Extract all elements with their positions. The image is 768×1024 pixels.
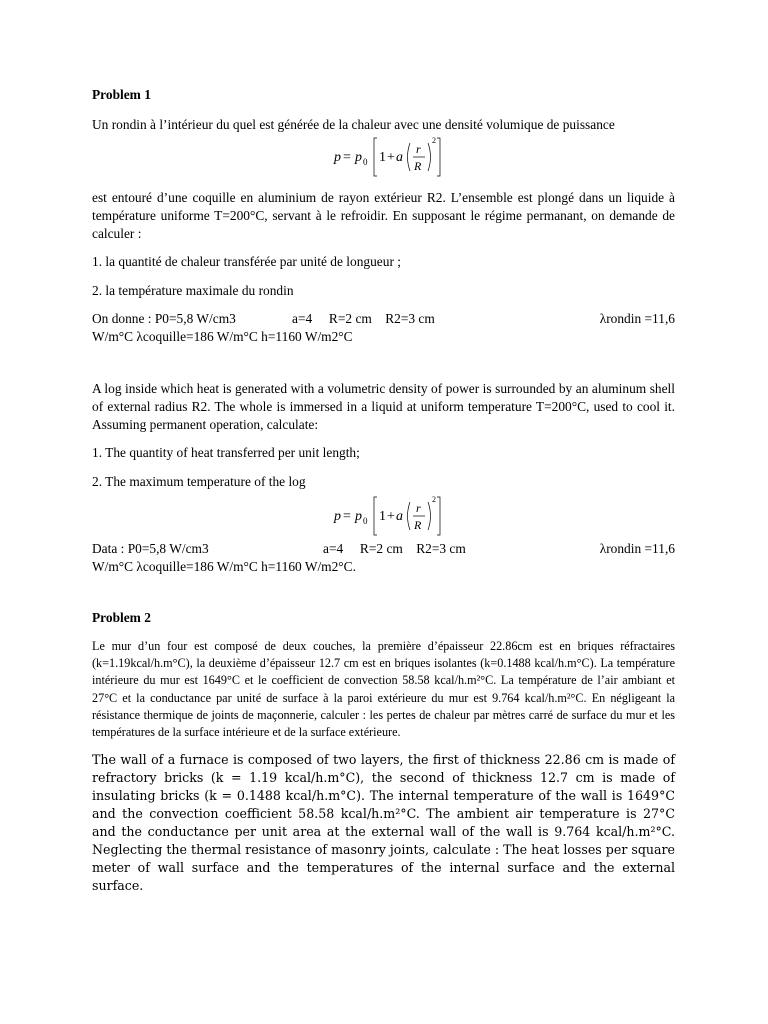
- formula-p: p: [354, 150, 362, 165]
- formula-one: 1: [378, 509, 386, 524]
- problem1-en-q2: 2. The maximum temperature of the log: [92, 474, 306, 489]
- problem1-en-q1: 1. The quantity of heat transferred per unit length;: [92, 445, 360, 460]
- formula-exp: 2: [431, 136, 436, 145]
- formula-left-paren: [407, 143, 410, 171]
- formula-sub: 0: [362, 157, 367, 167]
- formula-fr-svg: [334, 134, 454, 178]
- problem1-en-data-row: [92, 540, 675, 558]
- formula-right-paren: [428, 143, 431, 171]
- formula-right-bracket: [437, 138, 440, 176]
- problem1-en-body: A log inside which heat is generated with a volumetric density of power is surrounded by an aluminum shell of external radius R2. The whole is immersed in a liquid at uniform temperature T=200°C, used to cool it. Assuming permanent operation, calculate:: [92, 381, 675, 432]
- formula-r: r: [415, 142, 421, 156]
- formula-a: a: [395, 509, 403, 524]
- formula-left-paren: [407, 502, 410, 530]
- formula-en-svg: [334, 493, 454, 537]
- formula-one: 1: [378, 150, 386, 165]
- formula-plus: +: [386, 509, 395, 524]
- formula-r: r: [415, 501, 421, 515]
- problem1-fr-data-row: [92, 310, 675, 328]
- problem1-en-data-line2: W/m°C λcoquille=186 W/m°C h=1160 W/m2°C.: [92, 559, 356, 574]
- formula-lhs: p: [333, 509, 341, 524]
- formula-plus: +: [386, 150, 395, 165]
- formula-a: a: [395, 150, 403, 165]
- en-data-dims: a=4 R=2 cm R2=3 cm: [323, 541, 466, 556]
- problem2-fr-body: Le mur d’un four est composé de deux couches, la première d’épaisseur 22.86cm est en briques réfractaires (k=1.19kcal/h.m°C), la deuxième d’épaisseur 12.7 cm est en briques isolantes (k=0.1488 kcal/h.m°C). La température intérieure du mur est 1649°C et le coefficient de convection 58.58 kcal/h.m²°C. La température de l’air ambiant et 27°C et la conductance par unité de surface à la paroi extérieure du mur est 9.764 kcal/h.m²°C. En négligeant la résistance thermique de joints de maçonnerie, calculer : les pertes de chaleur par mètres carré de surface du mur et les températures de la surface intérieure et de la surface extérieure.: [92, 639, 675, 740]
- formula-right-bracket: [437, 497, 440, 535]
- problem1-fr-body: est entouré d’une coquille en aluminium de rayon extérieur R2. L’ensemble est plongé dans un liquide à température uniforme T=200°C, servant à le refroidir. En supposant le régime permanant, on demande de calculer :: [92, 190, 675, 241]
- formula-right-paren: [428, 502, 431, 530]
- formula-eq: =: [342, 509, 351, 524]
- fr-data-lambda: λrondin =11,6: [599, 311, 675, 326]
- formula-eq: =: [342, 150, 351, 165]
- problem1-title: Problem 1: [92, 87, 151, 102]
- formula-exp: 2: [431, 495, 436, 504]
- formula-fr: [112, 134, 675, 178]
- formula-lhs: p: [333, 150, 341, 165]
- formula-sub: 0: [362, 516, 367, 526]
- en-data-lambda: λrondin =11,6: [599, 541, 675, 556]
- problem1-fr-intro: Un rondin à l’intérieur du quel est générée de la chaleur avec une densité volumique de puissance: [92, 117, 615, 132]
- formula-R: R: [413, 518, 421, 532]
- problem1-fr-data-line2: W/m°C λcoquille=186 W/m°C h=1160 W/m2°C: [92, 329, 353, 344]
- formula-left-bracket: [374, 497, 377, 535]
- en-data-p0: Data : P0=5,8 W/cm3: [92, 541, 209, 556]
- fr-data-p0: On donne : P0=5,8 W/cm3: [92, 311, 236, 326]
- problem2-title: Problem 2: [92, 610, 151, 625]
- formula-en: [112, 493, 675, 537]
- fr-data-dims: a=4 R=2 cm R2=3 cm: [292, 311, 435, 326]
- problem1-fr-q2: 2. la température maximale du rondin: [92, 283, 294, 298]
- document-page: [92, 84, 675, 895]
- formula-left-bracket: [374, 138, 377, 176]
- formula-R: R: [413, 159, 421, 173]
- problem2-en-body: The wall of a furnace is composed of two layers, the first of thickness 22.86 cm is made of refractory bricks (k = 1.19 kcal/h.m°C), the second of thickness 12.7 cm is made of insulating bricks (k = 0.1488 kcal/h.m°C). The internal temperature of the wall is 1649°C and the convection coefficient 58.58 kcal/h.m²°C. The ambient air temperature is 27°C and the conductance per unit area at the external wall of the wall is 9.764 kcal/h.m²°C. Neglecting the thermal resistance of masonry joints, calculate : The heat losses per square meter of wall surface and the temperatures of the internal surface and the external surface.: [92, 752, 675, 894]
- problem1-fr-q1: 1. la quantité de chaleur transférée par unité de longueur ;: [92, 254, 401, 269]
- formula-p: p: [354, 509, 362, 524]
